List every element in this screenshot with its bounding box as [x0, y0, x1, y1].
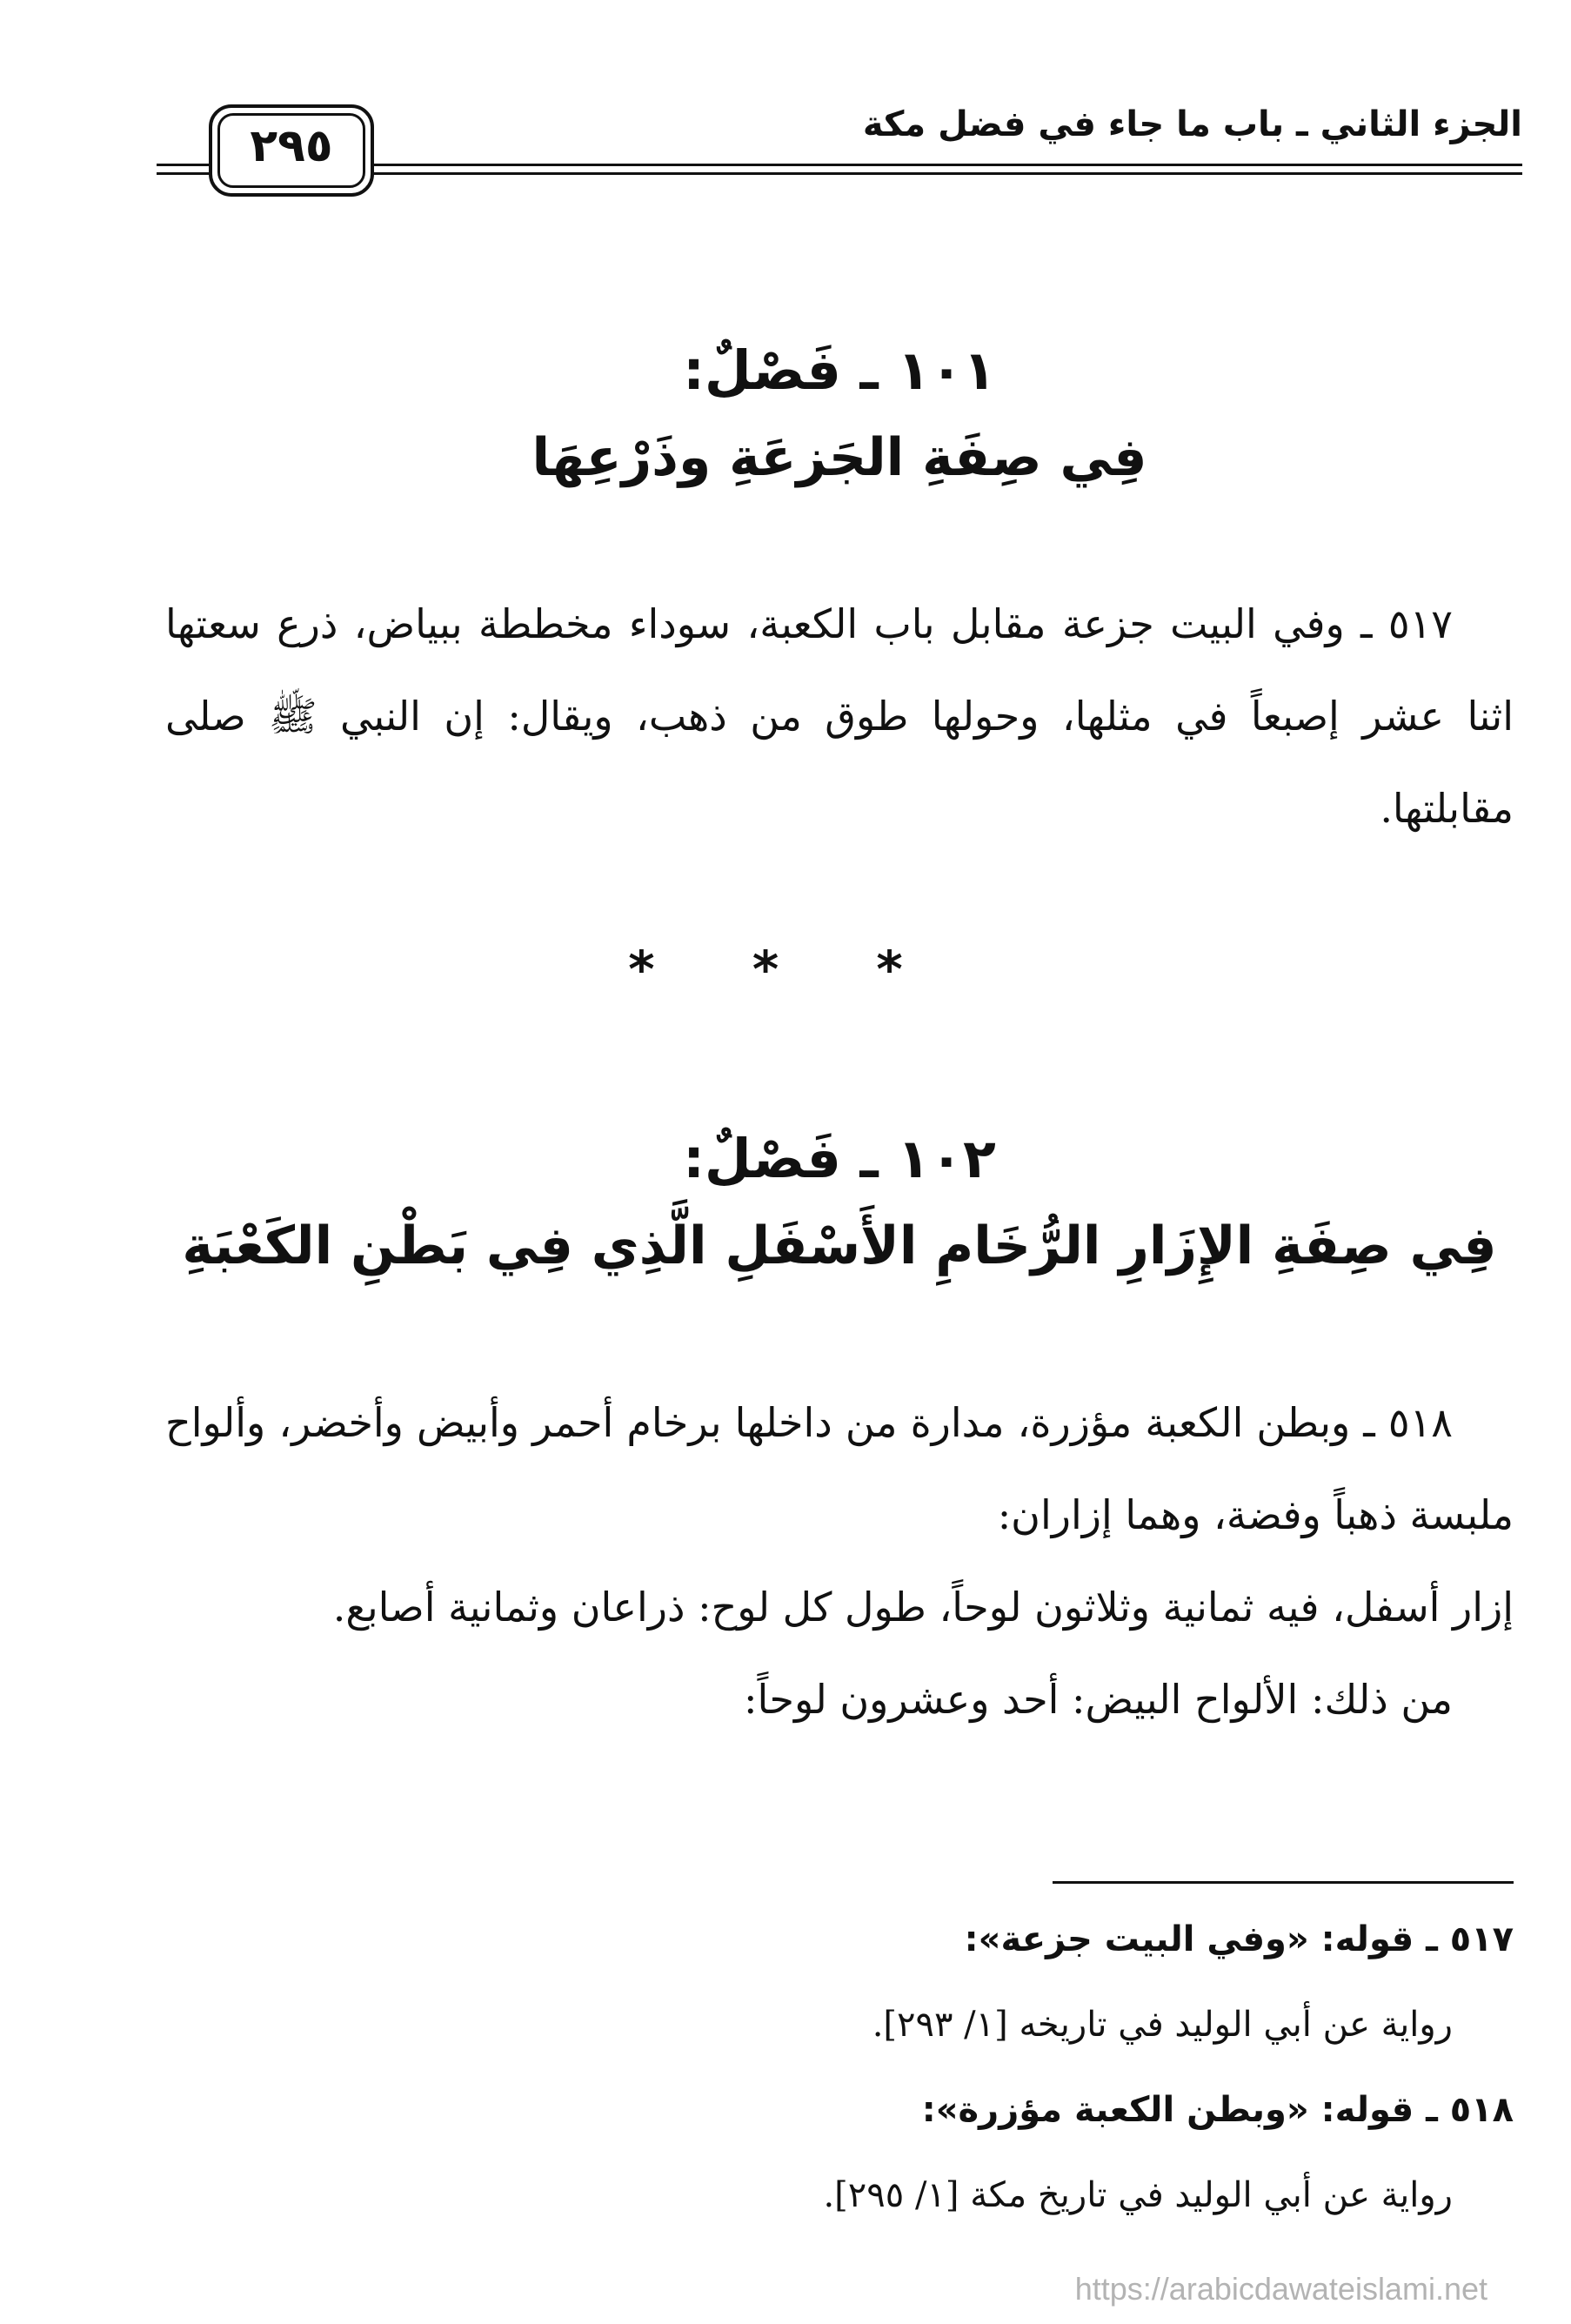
section-subheading: فِي صِفَةِ الإِزَارِ الرُّخَامِ الأَسْفَلِ الَّذِي فِي بَطْنِ الكَعْبَةِ — [182, 1216, 1497, 1276]
footnote-lemma: ٥١٨ ـ قوله: «وبطن الكعبة مؤزرة»: — [921, 2090, 1514, 2130]
section-101-body — [165, 578, 1514, 854]
page-number-frame — [209, 104, 374, 197]
section-101 — [165, 327, 1514, 501]
footnote-lemma: ٥١٧ ـ قوله: «وفي البيت جزعة»: — [964, 1919, 1514, 1959]
footnote-rule — [1053, 1881, 1514, 1884]
page-number: ٢٩٥ — [250, 120, 333, 172]
section-heading: ١٠٢ ـ فَصْلٌ: — [683, 1127, 996, 1190]
paragraph-white-panels: من ذلك: الألواح البيض: أحد وعشرون لوحاً: — [744, 1676, 1453, 1723]
running-header — [157, 84, 1522, 214]
section-separator: * * * — [628, 940, 943, 999]
paragraph-517: ٥١٧ ـ وفي البيت جزعة مقابل باب الكعبة، سوداء مخططة ببياض، ذرع سعتها اثنا عشر إصبعاً في مثلها، وحولها طوق من ذهب، ويقال: إن النبي ﷺ صلى مقابلتها. — [165, 600, 1514, 832]
section-102-body — [165, 1376, 1514, 1745]
footnote-text: رواية عن أبي الوليد في تاريخه [١/ ٢٩٣]. — [872, 2005, 1453, 2045]
section-heading: ١٠١ ـ فَصْلٌ: — [683, 338, 996, 402]
footnote-text: رواية عن أبي الوليد في تاريخ مكة [١/ ٢٩٥]. — [823, 2175, 1453, 2215]
section-102 — [165, 1115, 1514, 1289]
running-header-title: الجزء الثاني ـ باب ما جاء في فضل مكة — [862, 104, 1522, 144]
section-subheading: فِي صِفَةِ الجَزعَةِ وذَرْعِهَا — [531, 427, 1147, 488]
paragraph-lower-frieze: إزار أسفل، فيه ثمانية وثلاثون لوحاً، طول كل لوح: ذراعان وثمانية أصابع. — [332, 1584, 1514, 1631]
footnotes — [165, 1897, 1514, 2238]
paragraph-518: ٥١٨ ـ وبطن الكعبة مؤزرة، مدارة من داخلها برخام أحمر وأبيض وأخضر، وألواح ملبسة ذهباً وفضة، وهما إزاران: — [165, 1399, 1514, 1538]
watermark-url: https://arabicdawateislami.net — [1074, 2271, 1487, 2307]
